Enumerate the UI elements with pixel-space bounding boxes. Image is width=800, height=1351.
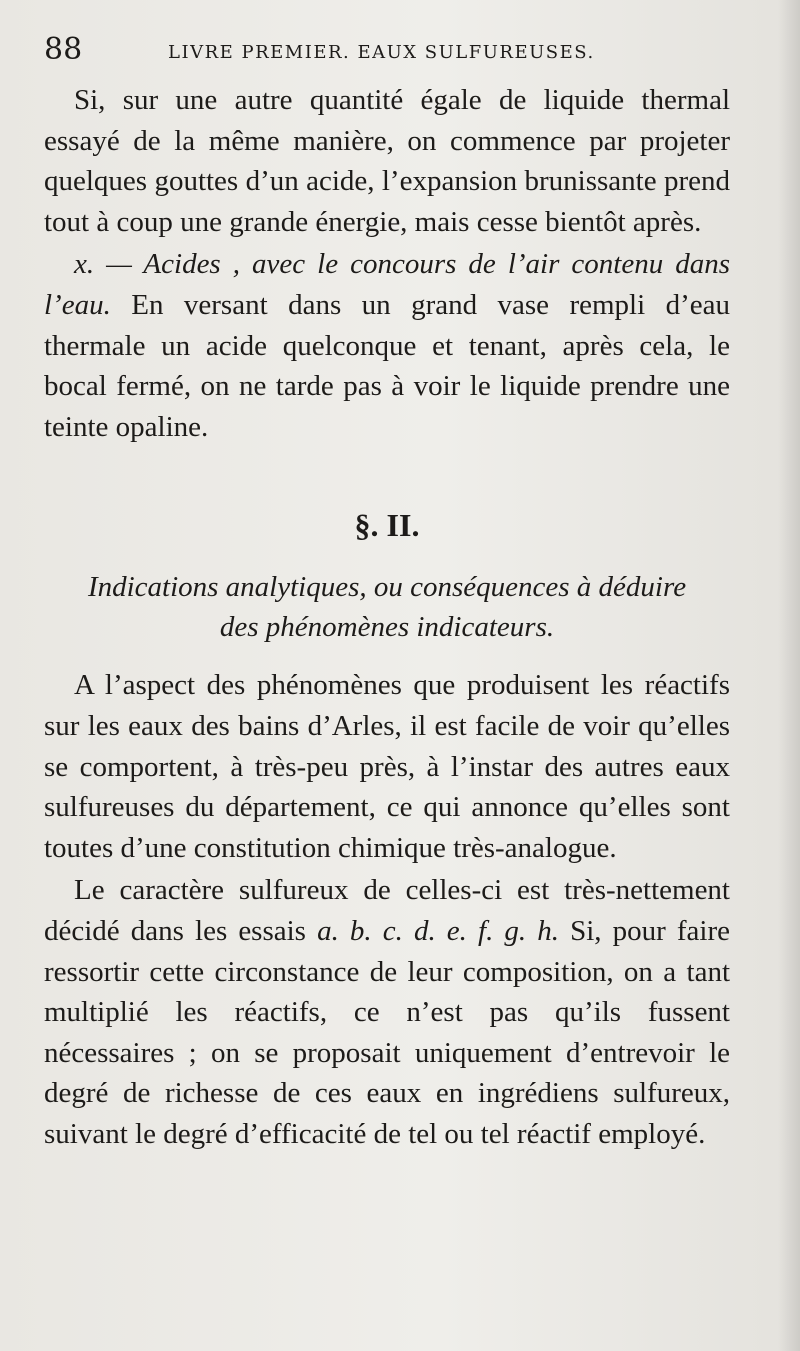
section-subtitle-line-1: Indications analytiques, ou conséquences à déduire xyxy=(87,571,687,604)
paragraph-4-rest: Si, pour faire ressortir cette circonstance de leur composition, on a tant multiplié les réactifs, ce n’est pas qu’ils fussent nécessaires ; on se proposait uniquement d’entrevoir le degré de richesse de ces eaux en ingrédiens sulfureux, suivant le degré d’efficacité de tel ou tel réactif employé. xyxy=(44,914,730,1150)
section-subtitle xyxy=(44,567,730,647)
paragraph-4 xyxy=(44,870,730,1154)
paragraph-3: A l’aspect des phénomènes que produisent les réactifs sur les eaux des bains d’Arles, il est facile de voir qu’elles se comportent, à très-peu près, à l’instar des autres eaux sulfureuses du département, ce qui annonce qu’elles sont toutes d’une constitution chimique très-analogue. xyxy=(44,669,730,864)
paragraph-1: Si, sur une autre quantité égale de liquide thermal essayé de la même manière, on commence par projeter quelques gouttes d’un acide, l’expansion brunissante prend tout à coup une grande énergie, mais cesse bientôt après. xyxy=(44,84,730,238)
paragraph-2 xyxy=(44,244,730,447)
page-number: 88 xyxy=(44,32,83,67)
section-title: §. II. xyxy=(354,507,420,544)
section-subtitle-line-2: des phénomènes indicateurs. xyxy=(219,611,555,644)
paragraph-4-start: Le caractère sulfureux de celles-ci est très-nettement décidé dans les essais xyxy=(44,874,730,947)
page-header xyxy=(44,30,724,70)
paragraph-4-essays: a. b. c. d. e. f. g. h. xyxy=(317,914,559,947)
paragraph-2-heading: x. — Acides , avec le concours de l’air contenu dans l’eau. xyxy=(44,248,730,321)
page-edge-shadow xyxy=(778,0,800,1351)
page-body xyxy=(44,80,730,1154)
paragraph-2-text: En versant dans un grand vase rempli d’eau thermale un acide quelconque et tenant, après cela, le bocal fermé, on ne tarde pas à voir le liquide prendre une teinte opaline. xyxy=(44,288,730,443)
running-head: LIVRE PREMIER. EAUX SULFUREUSES. xyxy=(168,42,595,63)
